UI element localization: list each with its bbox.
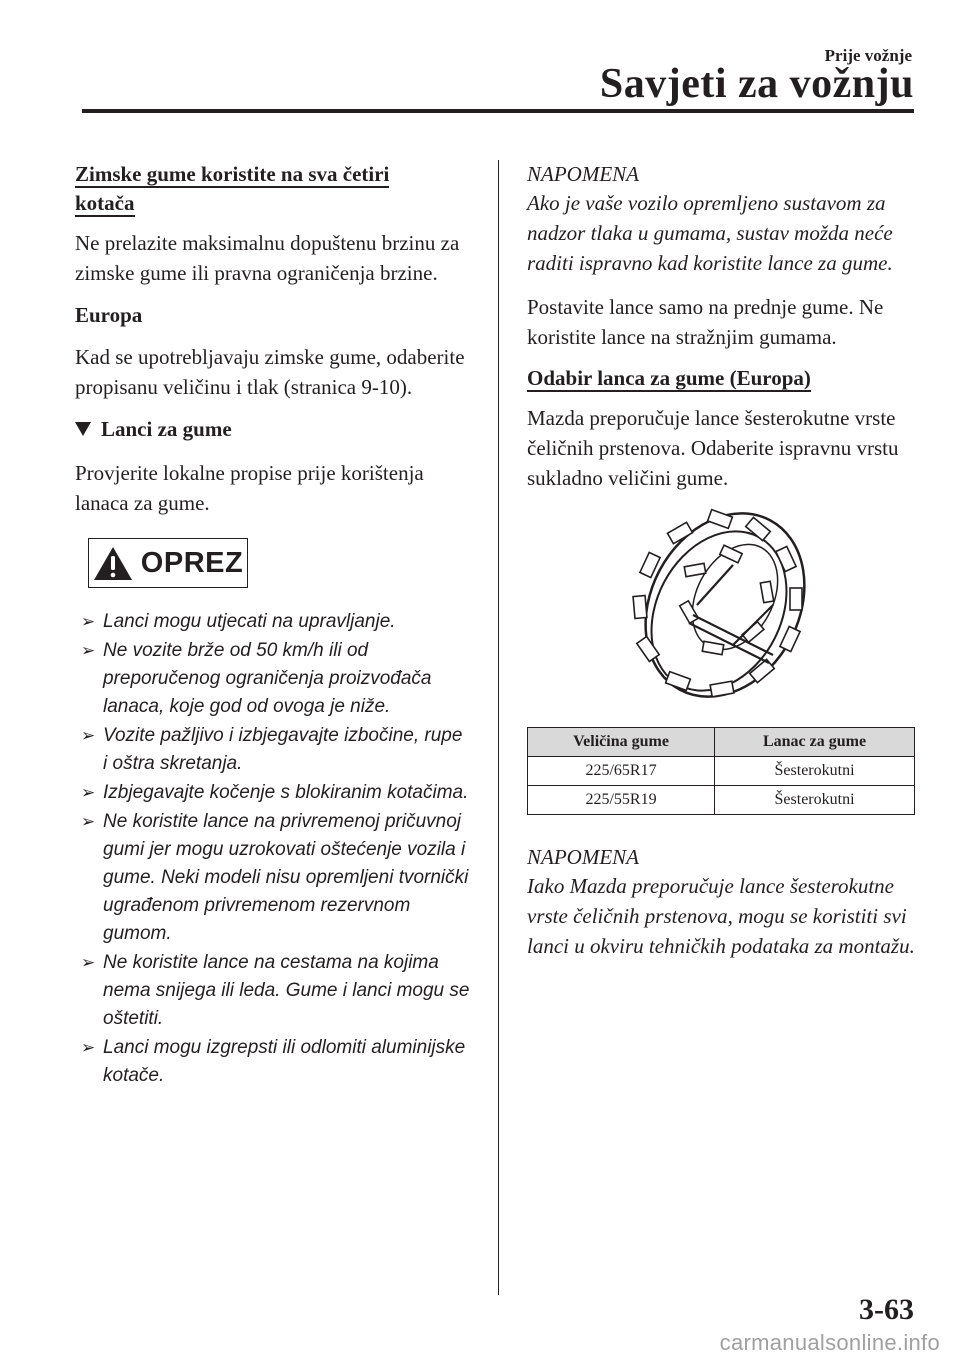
tire-chains-heading <box>75 414 470 444</box>
table-row <box>528 786 915 815</box>
left-column <box>75 160 470 1091</box>
right-column <box>527 160 919 975</box>
list-item-text: Ne vozite brže od 50 km/h ili od preporučenog ograničenja proizvođača lanaca, koje god od ovoga je niže. <box>103 640 432 717</box>
table-cell: Šesterokutni <box>715 757 915 786</box>
warning-triangle-icon <box>93 546 133 581</box>
arrowhead-bullet-icon: ➢ <box>81 812 96 831</box>
list-item-text: Lanci mogu utjecati na upravljanje. <box>103 611 396 632</box>
note1-label: NAPOMENA <box>527 162 639 186</box>
table-cell: Šesterokutni <box>715 786 915 815</box>
tire-chains-heading-label: Lanci za gume <box>101 417 232 441</box>
list-item-text: Ne koristite lance na privremenoj pričuvnoj gumi jer mogu uzrokovati oštećenje vozila i gume. Neki modeli nisu opremljeni tvornički ugrađenom privremenom rezervnom gumom. <box>103 811 469 944</box>
front-tires-text: Postavite lance samo na prednje gume. Ne koristite lance na stražnjim gumama. <box>527 295 884 349</box>
table-header-chain-type: Lanac za gume <box>715 728 915 757</box>
list-item-text: Izbjegavajte kočenje s blokiranim kotačima. <box>103 782 469 803</box>
list-item <box>75 808 470 948</box>
tire-chain-illustration <box>623 505 823 705</box>
page-title: Savjeti za vožnju <box>599 61 914 107</box>
header-rule <box>82 109 914 113</box>
column-divider <box>498 160 499 1295</box>
list-item <box>75 949 470 1033</box>
table-cell: 225/65R17 <box>528 757 715 786</box>
watermark: carmanualsonline.info <box>719 1330 940 1355</box>
list-item <box>75 722 470 778</box>
table-header-row <box>528 728 915 757</box>
table-row <box>528 757 915 786</box>
table-cell: 225/55R19 <box>528 786 715 815</box>
table-header-tire-size: Veličina gume <box>528 728 715 757</box>
note2-label: NAPOMENA <box>527 845 639 869</box>
note1-text: Ako je vaše vozilo opremljeno sustavom za nadzor tlaka u gumama, sustav možda neće raditi ispravno kad koristite lance za gume. <box>527 191 893 275</box>
europe-label: Europa <box>75 303 143 327</box>
list-item <box>75 1034 470 1090</box>
arrowhead-bullet-icon: ➢ <box>81 953 96 972</box>
list-item <box>75 637 470 721</box>
chain-selection-heading <box>527 364 919 393</box>
note2-text: Iako Mazda preporučuje lance šesterokutne vrste čeličnih prstenova, mogu se koristiti svi lanci u okviru tehničkih podataka za montažu. <box>527 874 915 958</box>
chain-size-table <box>527 727 915 815</box>
winter-tires-text: Ne prelazite maksimalnu dopuštenu brzinu za zimske gume ili pravna ograničenja brzine. <box>75 231 460 285</box>
winter-heading-line1: Zimske gume koristite na sva četiri <box>75 162 390 186</box>
tire-chains-text: Provjerite lokalne propise prije korištenja lanaca za gume. <box>75 461 424 515</box>
list-item-text: Ne koristite lance na cestama na kojima nema snijega ili leda. Gume i lanci mogu se oštetiti. <box>103 952 470 1029</box>
list-item <box>75 608 470 636</box>
header-section: Prije vožnje <box>824 46 912 65</box>
chain-selection-text: Mazda preporučuje lance šesterokutne vrste čeličnih prstenova. Odaberite ispravnu vrstu sukladno veličini gume. <box>527 406 899 490</box>
list-item <box>75 779 470 807</box>
page-number: 3-63 <box>859 1293 914 1326</box>
arrowhead-bullet-icon: ➢ <box>81 612 96 631</box>
winter-heading-line2: kotača <box>75 191 135 215</box>
list-item-text: Lanci mogu izgrepsti ili odlomiti aluminijske kotače. <box>103 1037 466 1086</box>
caution-label: OPREZ <box>140 546 244 579</box>
caution-box <box>88 538 248 588</box>
arrowhead-bullet-icon: ➢ <box>81 726 96 745</box>
arrowhead-bullet-icon: ➢ <box>81 783 96 802</box>
europe-text: Kad se upotrebljavaju zimske gume, odaberite propisanu veličinu i tlak (stranica 9-10). <box>75 345 465 399</box>
caution-list <box>75 608 470 1090</box>
chain-selection-heading-label: Odabir lanca za gume (Europa) <box>527 366 811 390</box>
arrowhead-bullet-icon: ➢ <box>81 1038 96 1057</box>
winter-tires-heading <box>75 160 470 218</box>
arrowhead-bullet-icon: ➢ <box>81 641 96 660</box>
down-triangle-icon <box>75 422 91 436</box>
list-item-text: Vozite pažljivo i izbjegavajte izbočine, rupe i oštra skretanja. <box>103 725 463 774</box>
